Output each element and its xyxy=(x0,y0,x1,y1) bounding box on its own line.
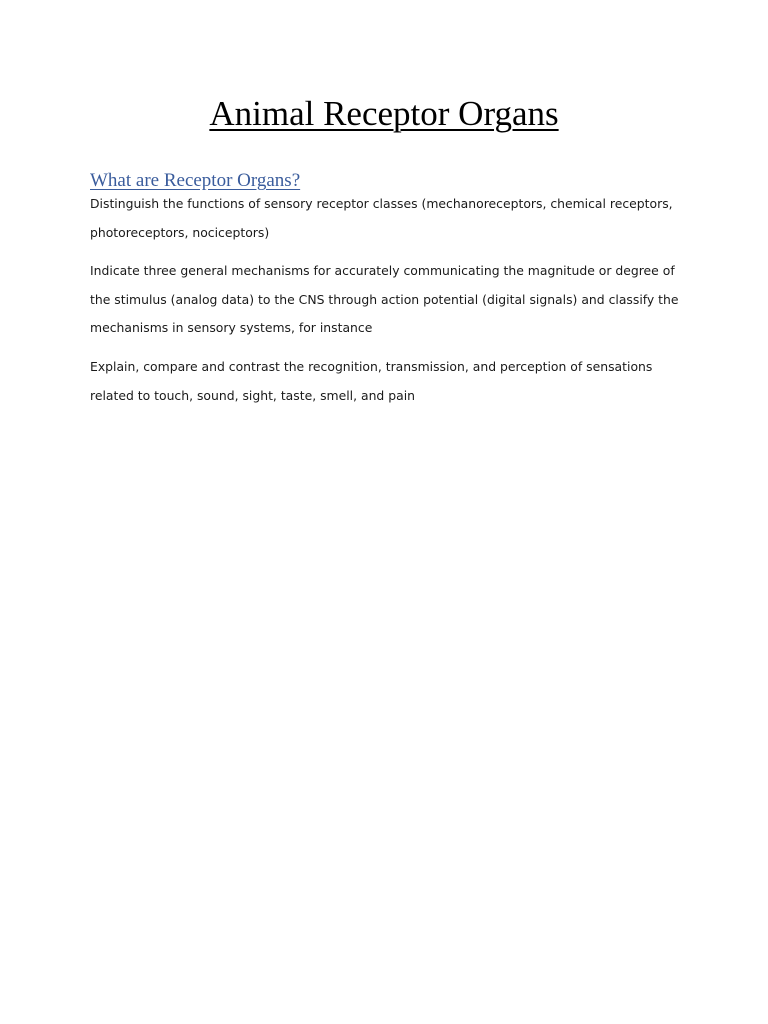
paragraph-line: Indicate three general mechanisms for accurately communicating the magnitude or degree of xyxy=(90,263,675,278)
paragraph-mechanisms xyxy=(90,257,690,343)
document-title: Animal Receptor Organs xyxy=(209,94,559,133)
paragraph-line: photoreceptors, nociceptors) xyxy=(90,224,270,240)
paragraph-line: related to touch, sound, sight, taste, smell, and pain xyxy=(90,387,415,403)
paragraph-line: Explain, compare and contrast the recognition, transmission, and perception of sensations xyxy=(90,359,653,374)
paragraph-line: mechanisms in sensory systems, for instance xyxy=(90,320,373,335)
paragraph-sensations xyxy=(90,353,690,410)
paragraph-receptor-classes xyxy=(90,190,690,247)
paragraph-line: the stimulus (analog data) to the CNS through action potential (digital signals) and classify the xyxy=(90,291,679,307)
section-heading: What are Receptor Organs? xyxy=(90,170,301,191)
paragraph-line: Distinguish the functions of sensory receptor classes (mechanoreceptors, chemical receptors, xyxy=(90,196,673,211)
